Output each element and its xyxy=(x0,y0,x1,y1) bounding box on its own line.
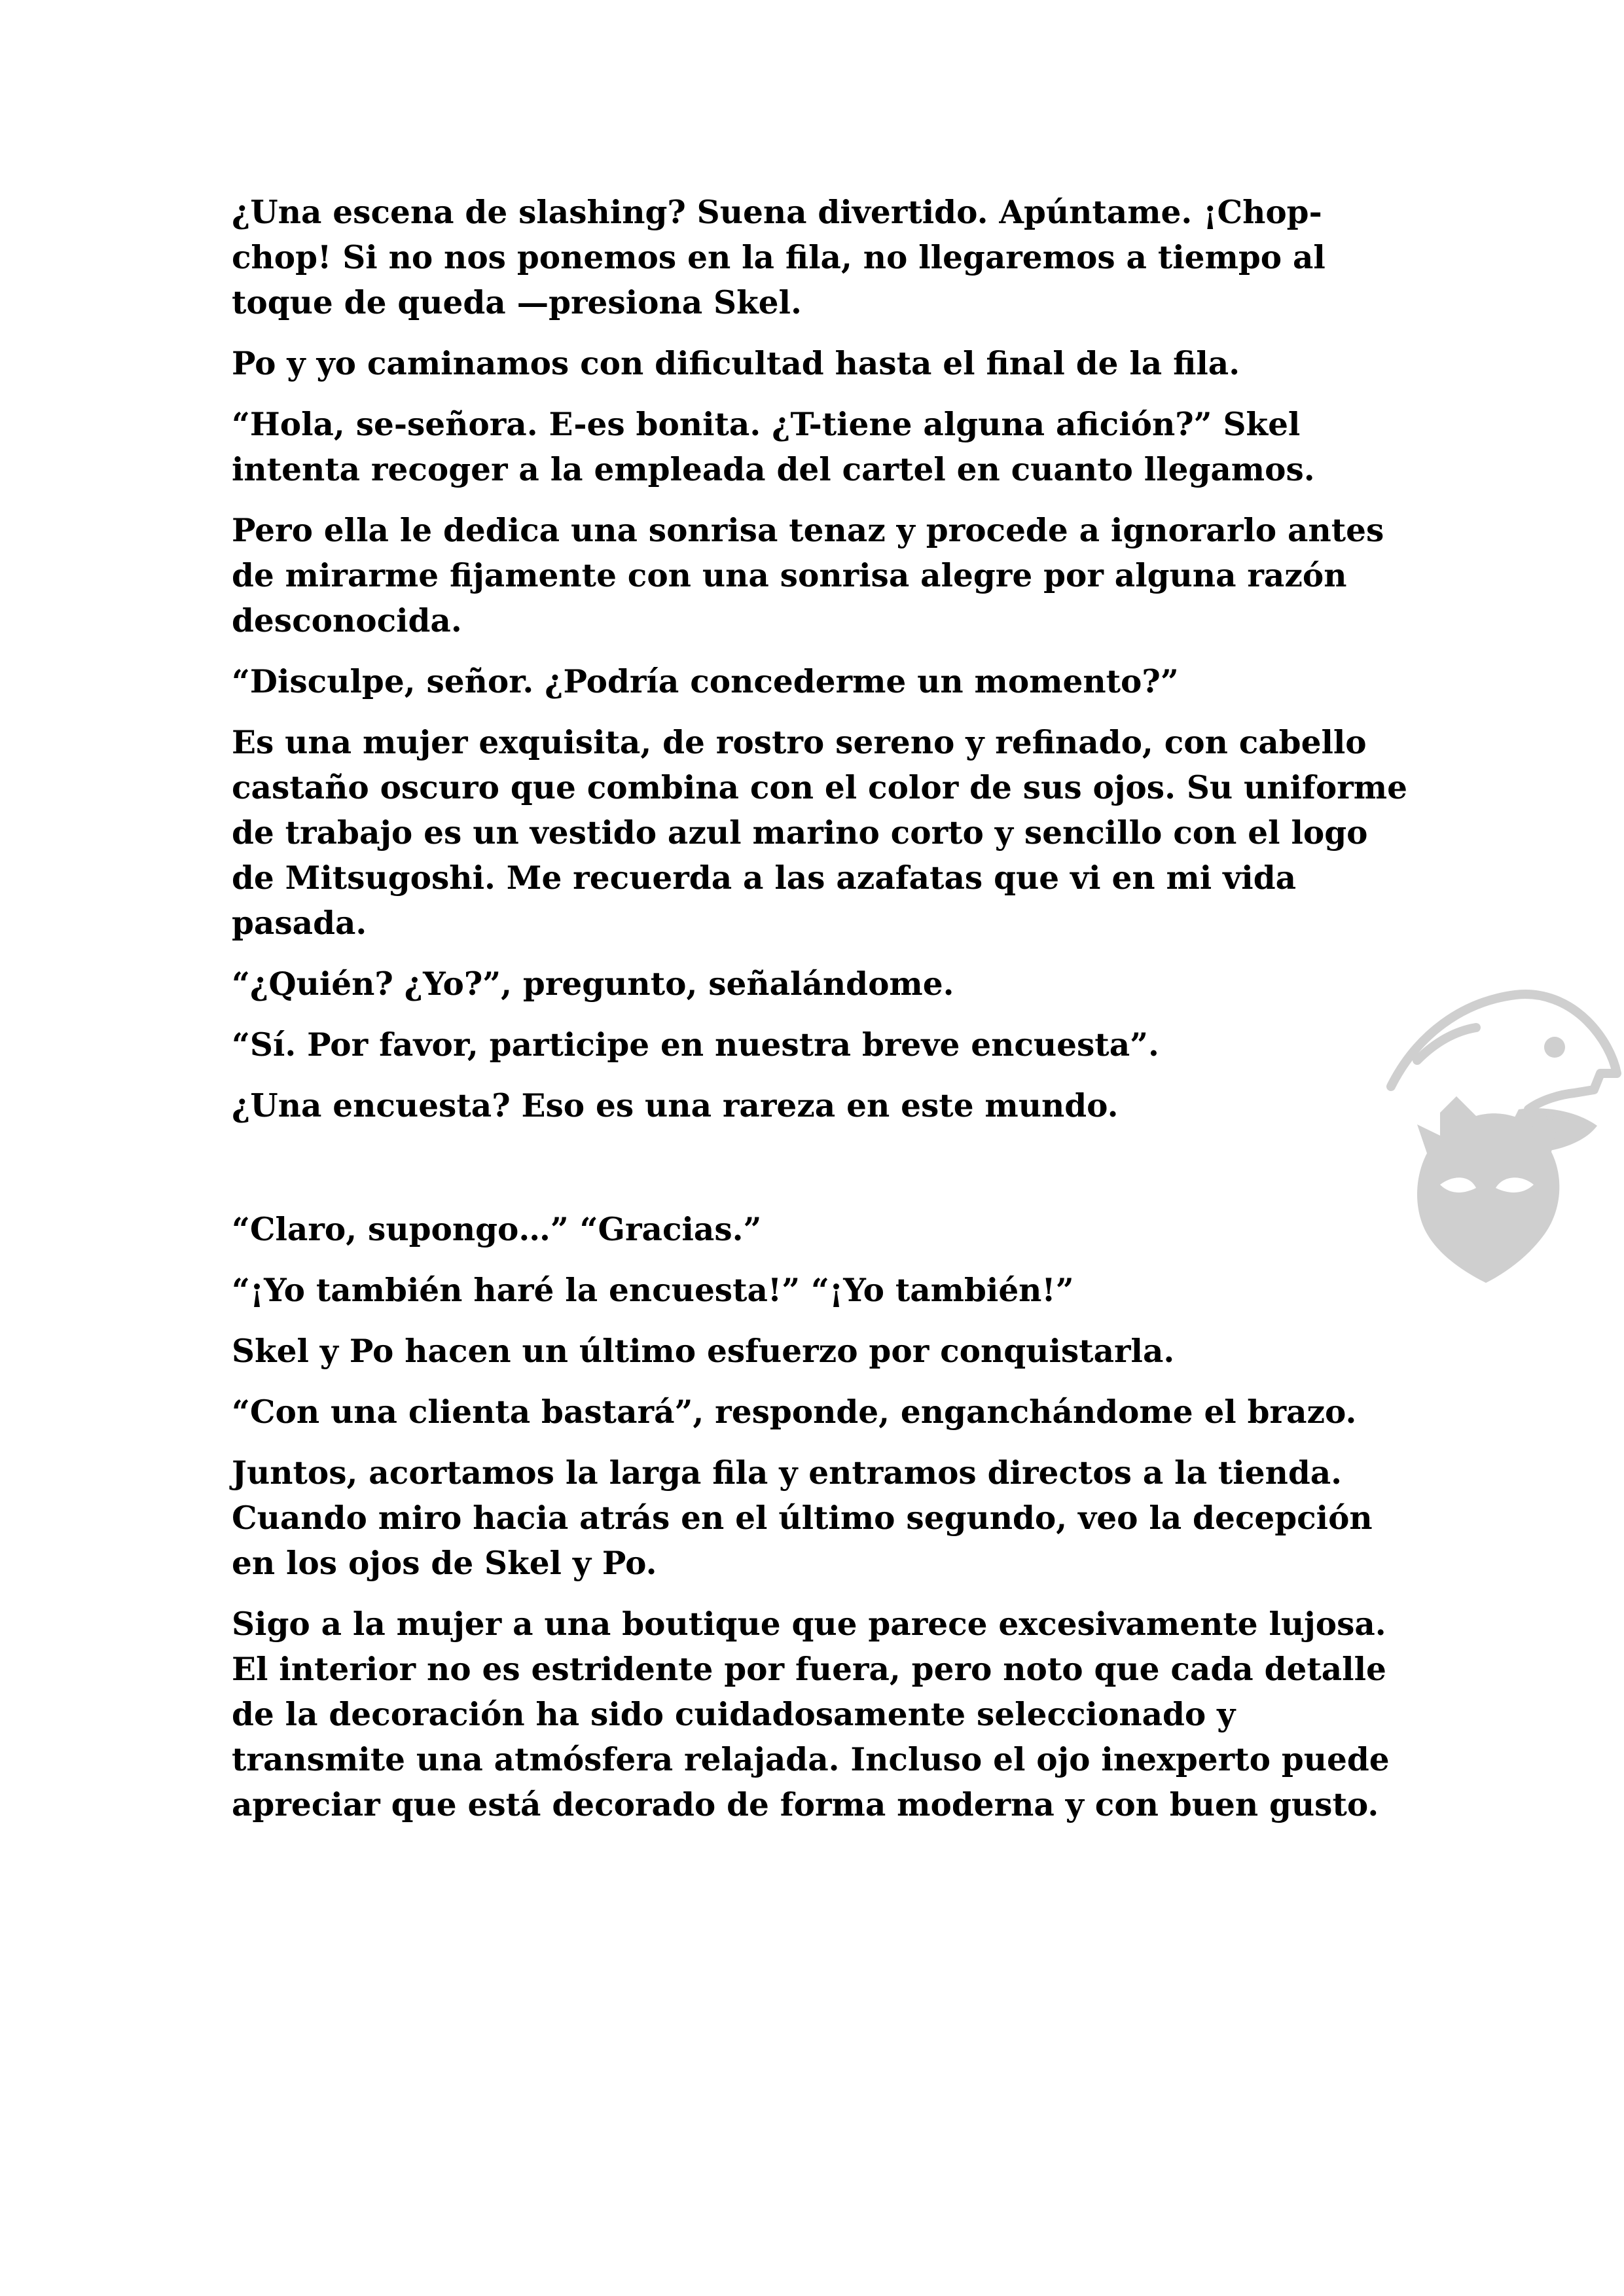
paragraph-7: “¿Quién? ¿Yo?”, pregunto, señalándome. xyxy=(232,965,954,1003)
dinosaur-and-masked-face-watermark-icon xyxy=(1378,975,1624,1289)
paragraph-9: ¿Una encuesta? Eso es una rareza en este mundo. xyxy=(232,1087,1119,1124)
paragraph-15: Sigo a la mujer a una boutique que parece excesivamente lujosa. El interior no es estridente por fuera, pero noto que cada detalle de la decoración ha sido cuidadosamente seleccionado y transmite una atmósfera relajada. Incluso el ojo inexperto puede apreciar que está decorado de forma moderna y con buen gusto. xyxy=(232,1605,1390,1823)
paragraph-4: Pero ella le dedica una sonrisa tenaz y procede a ignorarlo antes de mirarme fijamente con una sonrisa alegre por alguna razón desconocida. xyxy=(232,512,1384,639)
paragraph-2: Po y yo caminamos con dificultad hasta el final de la fila. xyxy=(232,345,1240,382)
paragraph-1: ¿Una escena de slashing? Suena divertido. Apúntame. ¡Chop-chop! Si no nos ponemos en la fila, no llegaremos a tiempo al toque de queda —presiona Skel. xyxy=(232,194,1326,321)
paragraph-8: “Sí. Por favor, participe en nuestra breve encuesta”. xyxy=(232,1026,1159,1064)
paragraph-13: “Con una clienta bastará”, responde, enganchándome el brazo. xyxy=(232,1393,1357,1431)
paragraph-11: “¡Yo también haré la encuesta!” “¡Yo también!” xyxy=(232,1272,1074,1309)
body-text xyxy=(232,190,1410,1843)
paragraph-12: Skel y Po hacen un último esfuerzo por conquistarla. xyxy=(232,1333,1175,1370)
paragraph-3: “Hola, se-señora. E-es bonita. ¿T-tiene alguna afición?” Skel intenta recoger a la empleada del cartel en cuanto llegamos. xyxy=(232,406,1315,488)
paragraph-10: “Claro, supongo…” “Gracias.” xyxy=(232,1211,762,1248)
paragraph-14: Juntos, acortamos la larga fila y entramos directos a la tienda. Cuando miro hacia atrás en el último segundo, veo la decepción en los ojos de Skel y Po. xyxy=(232,1454,1373,1582)
paragraph-6: Es una mujer exquisita, de rostro sereno y refinado, con cabello castaño oscuro que combina con el color de sus ojos. Su uniforme de trabajo es un vestido azul marino corto y sencillo con el logo de Mitsugoshi. Me recuerda a las azafatas que vi en mi vida pasada. xyxy=(232,724,1407,942)
paragraph-5: “Disculpe, señor. ¿Podría concederme un momento?” xyxy=(232,663,1179,700)
